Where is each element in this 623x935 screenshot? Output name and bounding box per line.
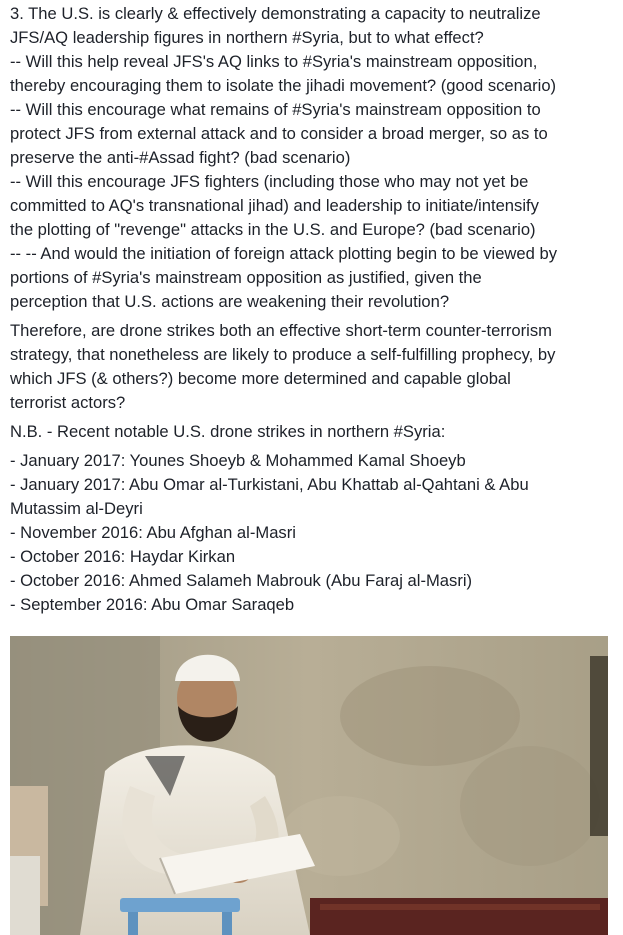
wall-stain [460,746,600,866]
stool-leg [222,912,232,935]
text-line: -- Will this encourage JFS fighters (including those who may not yet be [10,172,529,191]
text-line: thereby encouraging them to isolate the jihadi movement? (good scenario) [10,76,557,95]
text-line: perception that U.S. actions are weakening their revolution? [10,292,450,311]
text-line: -- Will this encourage what remains of #Syria's mainstream opposition to [10,100,541,119]
strike-list-item: - October 2016: Haydar Kirkan [10,547,236,566]
text-line: JFS/AQ leadership figures in northern #Syria, but to what effect? [10,28,484,47]
post-body [10,2,618,617]
conclusion-paragraph [10,319,618,415]
text-line: the plotting of "revenge" attacks in the U.S. and Europe? (bad scenario) [10,220,536,239]
photo-illustration [10,636,608,935]
text-line: portions of #Syria's mainstream opposition as justified, given the [10,268,482,287]
point-paragraph [10,2,618,314]
strike-list [10,449,618,617]
text-line: N.B. - Recent notable U.S. drone strikes in northern #Syria: [10,422,446,441]
strike-list-item: - November 2016: Abu Afghan al-Masri [10,523,296,542]
strike-list-item: - January 2017: Younes Shoeyb & Mohammed Kamal Shoeyb [10,451,466,470]
text-line: preserve the anti-#Assad fight? (bad scenario) [10,148,351,167]
carpet [310,898,608,935]
text-line: terrorist actors? [10,393,126,412]
attached-photo[interactable] [10,636,608,935]
text-line: which JFS (& others?) become more determined and capable global [10,369,511,388]
strike-list-item: - January 2017: Abu Omar al-Turkistani, Abu Khattab al-Qahtani & Abu [10,475,529,494]
text-line: protect JFS from external attack and to consider a broad merger, so as to [10,124,548,143]
strike-list-item: - October 2016: Ahmed Salameh Mabrouk (Abu Faraj al-Masri) [10,571,473,590]
text-line: strategy, that nonetheless are likely to produce a self-fulfilling prophecy, by [10,345,556,364]
text-line: committed to AQ's transnational jihad) and leadership to initiate/intensify [10,196,539,215]
text-line: -- -- And would the initiation of foreign attack plotting begin to be viewed by [10,244,557,263]
text-line: 3. The U.S. is clearly & effectively demonstrating a capacity to neutralize [10,4,541,23]
strike-list-item: Mutassim al-Deyri [10,499,143,518]
wall-stain [340,666,520,766]
carpet-pattern [320,904,600,910]
nb-heading [10,420,618,444]
door-frame [590,656,608,836]
text-line: -- Will this help reveal JFS's AQ links to #Syria's mainstream opposition, [10,52,538,71]
text-line: Therefore, are drone strikes both an effective short-term counter-terrorism [10,321,552,340]
stool-leg [128,912,138,935]
strike-list-item: - September 2016: Abu Omar Saraqeb [10,595,295,614]
background-person-clothing [10,856,40,935]
blue-stool [120,898,240,912]
